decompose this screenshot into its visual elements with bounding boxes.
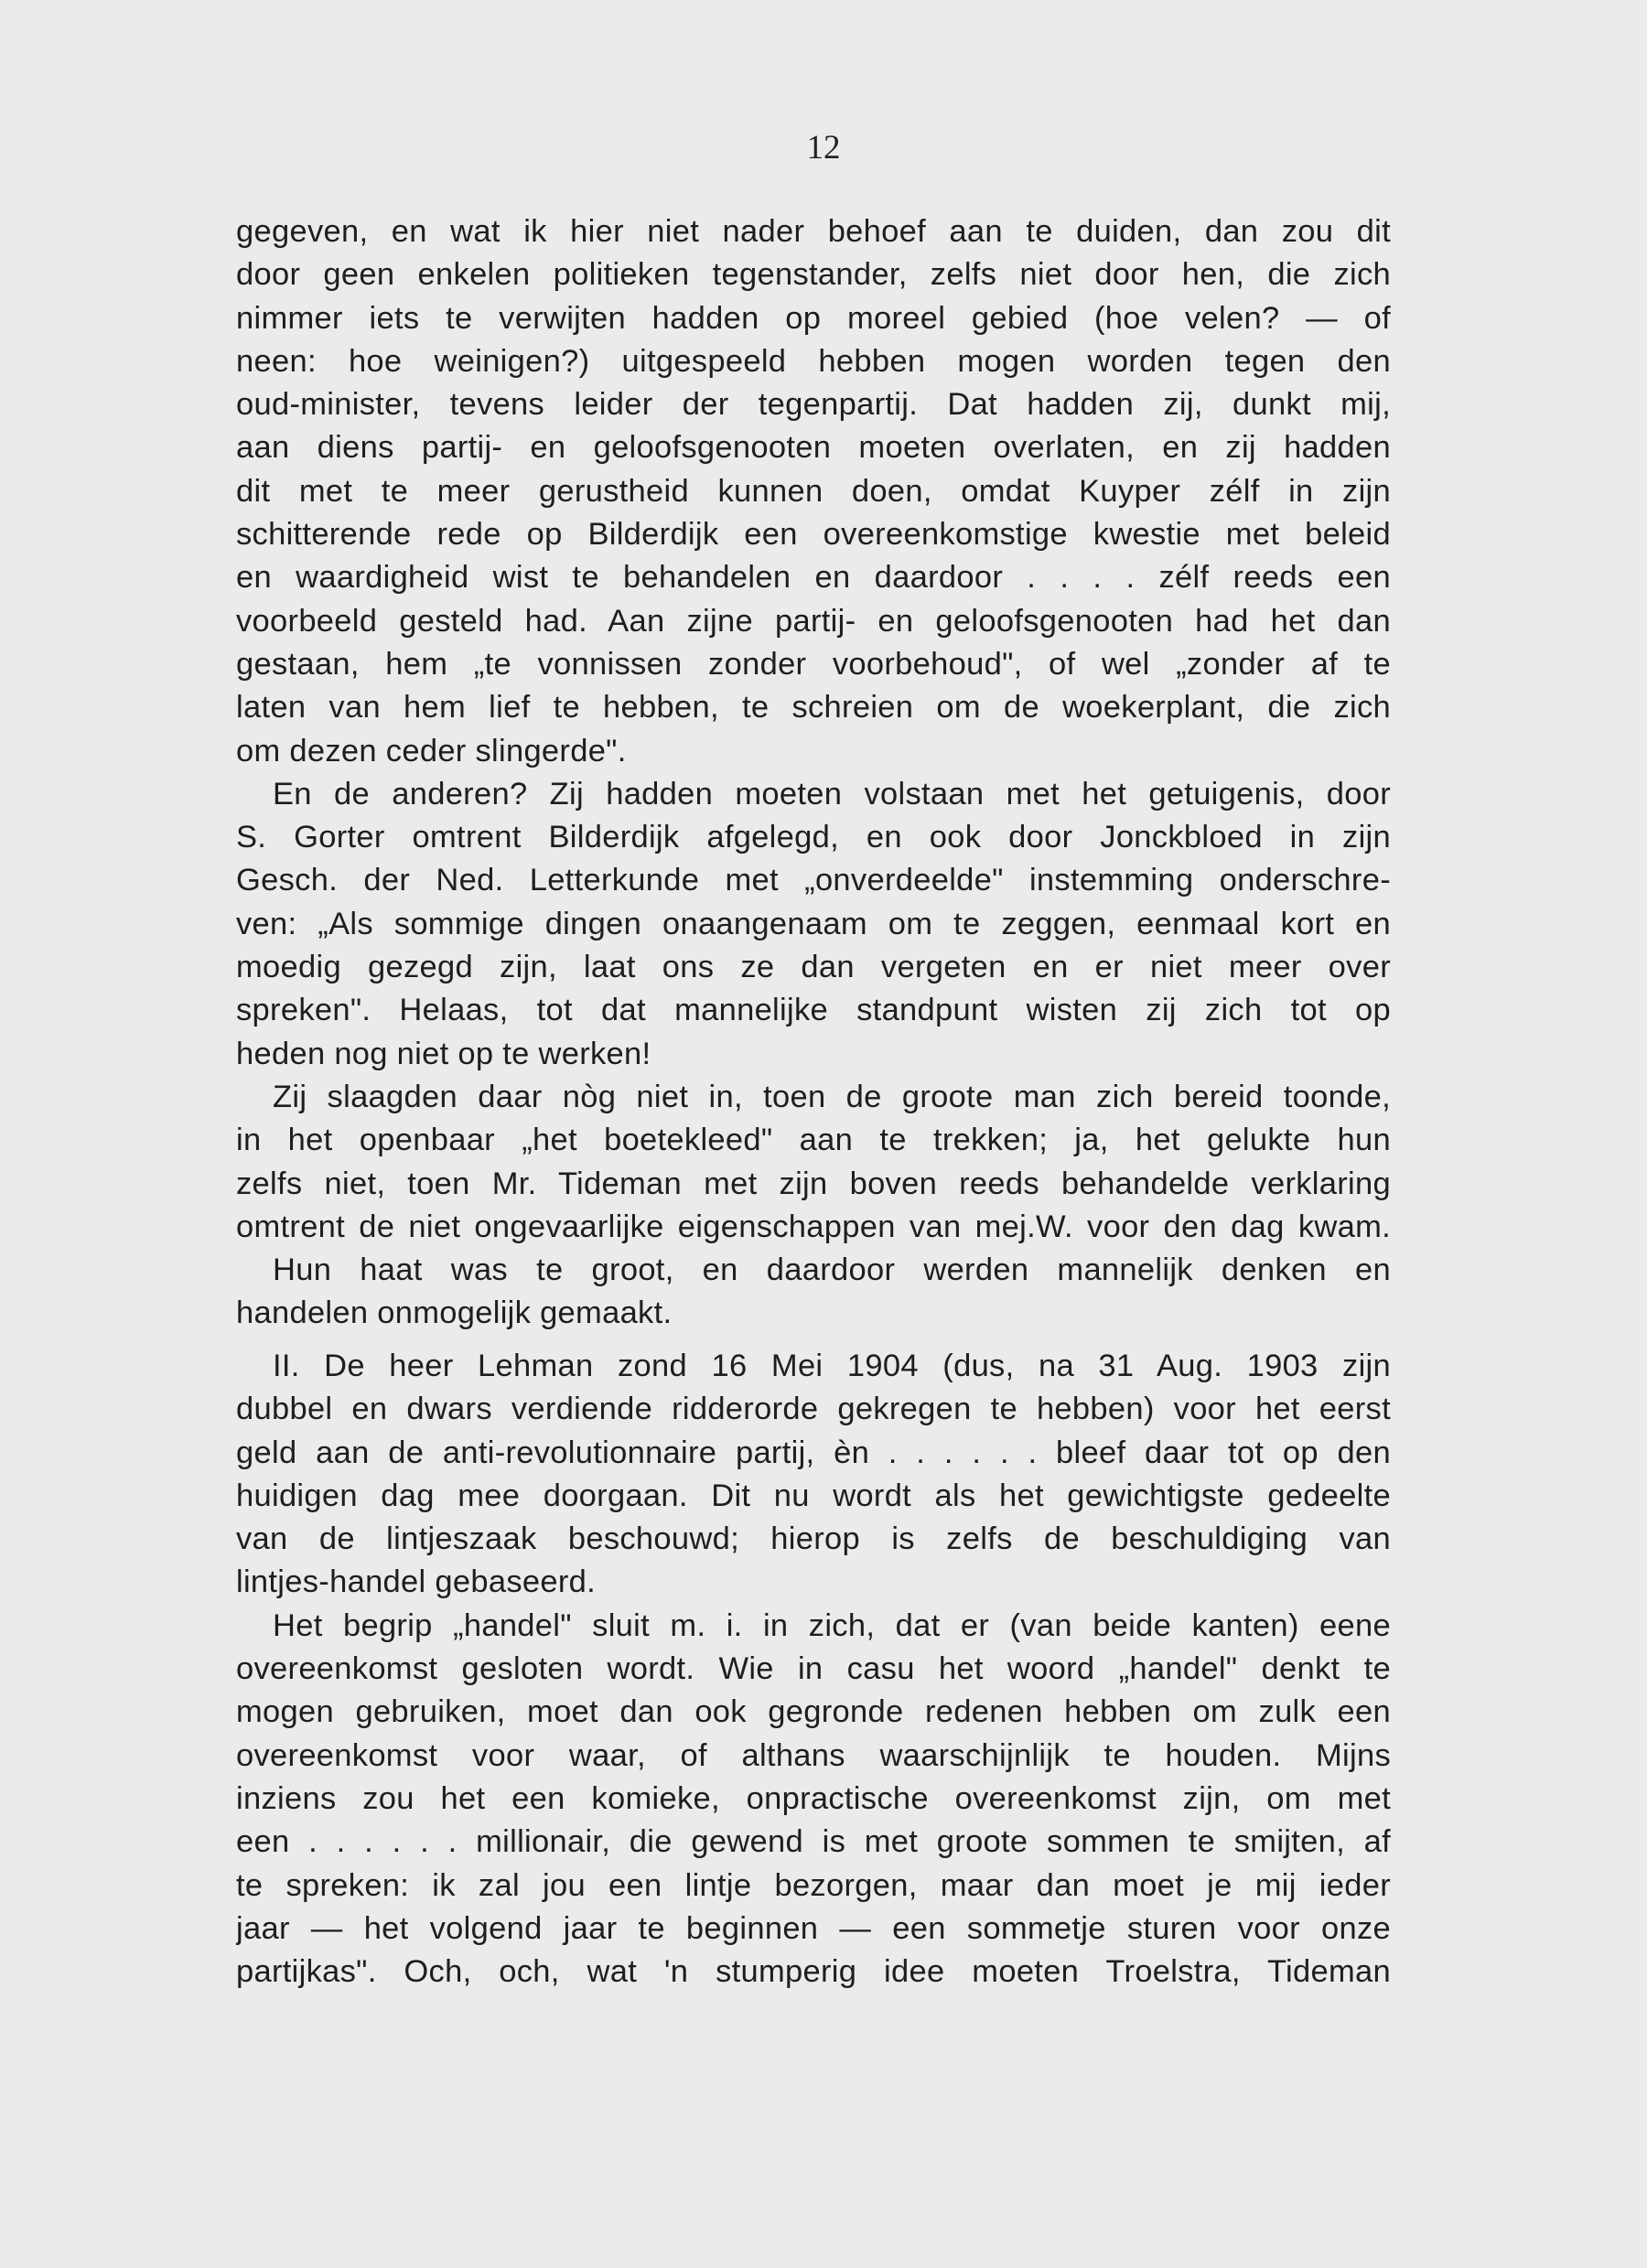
text-line: ven: „Als sommige dingen onaangenaam om te zeggen, eenmaal kort en — [236, 906, 1391, 941]
text-line: omtrent de niet ongevaarlijke eigenschappen van mej.W. voor den dag kwam. — [236, 1209, 1391, 1244]
text-line: S. Gorter omtrent Bilderdijk afgelegd, en ook door Jonckbloed in zijn — [236, 820, 1391, 855]
text-line: lintjes-handel gebaseerd. — [236, 1564, 597, 1600]
text-line: Hun haat was te groot, en daardoor werden mannelijk denken en — [273, 1252, 1391, 1288]
text-line: dubbel en dwars verdiende ridderorde gekregen te hebben) voor het eerst — [236, 1392, 1391, 1427]
text-line: heden nog niet op te werken! — [236, 1036, 651, 1071]
text-line: neen: hoe weinigen?) uitgespeeld hebben mogen worden tegen den — [236, 343, 1391, 379]
text-line: zelfs niet, toen Mr. Tideman met zijn boven reeds behandelde verklaring — [236, 1166, 1391, 1201]
text-line: en waardigheid wist te behandelen en daardoor . . . . zélf reeds een — [236, 560, 1391, 596]
text-line: Zij slaagden daar nòg niet in, toen de groote man zich bereid toonde, — [273, 1079, 1391, 1114]
text-line: handelen onmogelijk gemaakt. — [236, 1295, 673, 1331]
text-line: een . . . . . . millionair, die gewend is met groote sommen te smijten, af — [236, 1824, 1391, 1860]
text-line: Gesch. der Ned. Letterkunde met „onverdeelde" instemming onderschre- — [236, 863, 1391, 898]
text-line: gestaan, hem „te vonnissen zonder voorbehoud", of wel „zonder af te — [236, 646, 1391, 682]
text-line: schitterende rede op Bilderdijk een overeenkomstige kwestie met beleid — [236, 517, 1391, 553]
text-line: aan diens partij- en geloofsgenooten moeten overlaten, en zij hadden — [236, 430, 1391, 466]
text-line: partijkas". Och, och, wat 'n stumperig idee moeten Troelstra, Tideman — [236, 1954, 1391, 1990]
text-line: door geen enkelen politieken tegenstander, zelfs niet door hen, die zich — [236, 257, 1391, 293]
text-line: om dezen ceder slingerde". — [236, 733, 627, 769]
text-line: mogen gebruiken, moet dan ook gegronde redenen hebben om zulk een — [236, 1694, 1391, 1730]
text-line: Het begrip „handel" sluit m. i. in zich, dat er (van beide kanten) eene — [273, 1607, 1391, 1643]
text-line: voorbeeld gesteld had. Aan zijne partij- en geloofsgenooten had het dan — [236, 603, 1391, 639]
text-line: van de lintjeszaak beschouwd; hierop is zelfs de beschuldiging van — [236, 1521, 1391, 1557]
text-line: dit met te meer gerustheid kunnen doen, omdat Kuyper zélf in zijn — [236, 473, 1391, 509]
text-line: nimmer iets te verwijten hadden op moreel gebied (hoe velen? — of — [236, 300, 1391, 336]
text-line: moedig gezegd zijn, laat ons ze dan vergeten en er niet meer over — [236, 950, 1391, 985]
text-line: gegeven, en wat ik hier niet nader behoef aan te duiden, dan zou dit — [236, 214, 1391, 249]
text-line: in het openbaar „het boetekleed" aan te trekken; ja, het gelukte hun — [236, 1123, 1391, 1158]
text-line: En de anderen? Zij hadden moeten volstaan met het getuigenis, door — [273, 776, 1391, 812]
text-line: overeenkomst gesloten wordt. Wie in casu het woord „handel" denkt te — [236, 1651, 1391, 1687]
text-section-2 — [236, 1345, 1391, 1994]
text-line: II. De heer Lehman zond 16 Mei 1904 (dus, na 31 Aug. 1903 zijn — [273, 1349, 1391, 1383]
text-line: spreken". Helaas, tot dat mannelijke standpunt wisten zij zich tot op — [236, 993, 1391, 1028]
text-line: oud-minister, tevens leider der tegenpartij. Dat hadden zij, dunkt mij, — [236, 387, 1391, 423]
text-line: geld aan de anti-revolutionnaire partij, èn . . . . . . bleef daar tot op den — [236, 1435, 1391, 1470]
text-section-1 — [236, 210, 1391, 1336]
text-line: laten van hem lief te hebben, te schreien om de woekerplant, die zich — [236, 690, 1391, 726]
text-line: inziens zou het een komieke, onpractische overeenkomst zijn, om met — [236, 1780, 1391, 1816]
text-line: te spreken: ik zal jou een lintje bezorgen, maar dan moet je mij ieder — [236, 1867, 1391, 1903]
text-line: jaar — het volgend jaar te beginnen — een sommetje sturen voor onze — [236, 1910, 1391, 1946]
text-line: overeenkomst voor waar, of althans waarschijnlijk te houden. Mijns — [236, 1737, 1391, 1773]
page-number: 12 — [806, 129, 841, 167]
text-line: huidigen dag mee doorgaan. Dit nu wordt als het gewichtigste gedeelte — [236, 1478, 1391, 1513]
